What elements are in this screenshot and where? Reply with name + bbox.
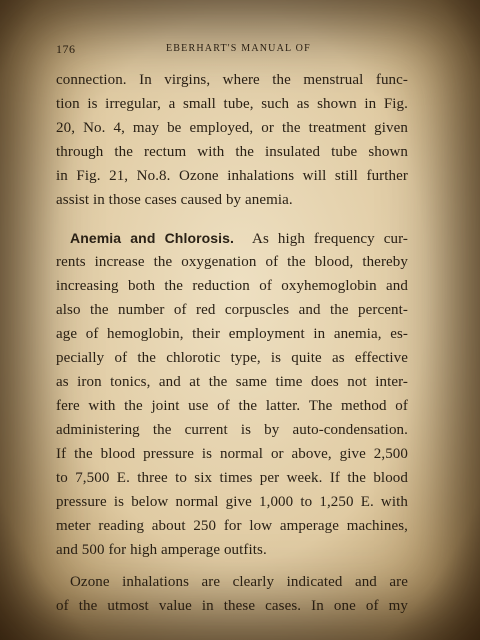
text-line: If the blood pressure is normal or above, give 2,500 [56, 446, 408, 462]
text-line: tion is irregular, a small tube, such as shown in Fig. [56, 96, 408, 112]
running-title: EBERHART'S MANUAL OF [166, 43, 311, 54]
text-line: Ozone inhalations are clearly indicated and are [70, 574, 408, 590]
text-line: connection. In virgins, where the menstrual func- [56, 72, 408, 88]
text-line: through the rectum with the insulated tube shown [56, 144, 408, 160]
text-line: administering the current is by auto-condensation. [56, 422, 408, 438]
text-line: age of hemoglobin, their employment in anemia, es- [56, 326, 408, 342]
text-line: meter reading about 250 for low amperage machines, [56, 518, 408, 534]
text-line: and 500 for high amperage outfits. [56, 542, 267, 558]
text-line: pecially of the chlorotic type, is quite as effective [56, 350, 408, 366]
running-head [56, 42, 440, 58]
text-line: increasing both the reduction of oxyhemoglobin and [56, 278, 408, 294]
text-line: assist in those cases caused by anemia. [56, 192, 293, 208]
text-line: also the number of red corpuscles and the percent- [56, 302, 408, 318]
text-line: as iron tonics, and at the same time does not inter- [56, 374, 408, 390]
text-run: As high frequency cur- [252, 231, 409, 247]
text-line: in Fig. 21, No.8. Ozone inhalations will still further [56, 168, 408, 184]
text-line [70, 228, 408, 249]
text-line: to 7,500 E. three to six times per week. If the blood [56, 470, 408, 486]
page-number: 176 [56, 42, 76, 56]
section-heading: Anemia and Chlorosis. [70, 230, 235, 246]
text-line: rents increase the oxygenation of the blood, thereby [56, 254, 408, 270]
text-line: 20, No. 4, may be employed, or the treatment given [56, 120, 408, 136]
text-line: fere with the joint use of the latter. The method of [56, 398, 408, 414]
text-line: pressure is below normal give 1,000 to 1,250 E. with [56, 494, 408, 510]
text-line: of the utmost value in these cases. In one of my [56, 598, 408, 614]
